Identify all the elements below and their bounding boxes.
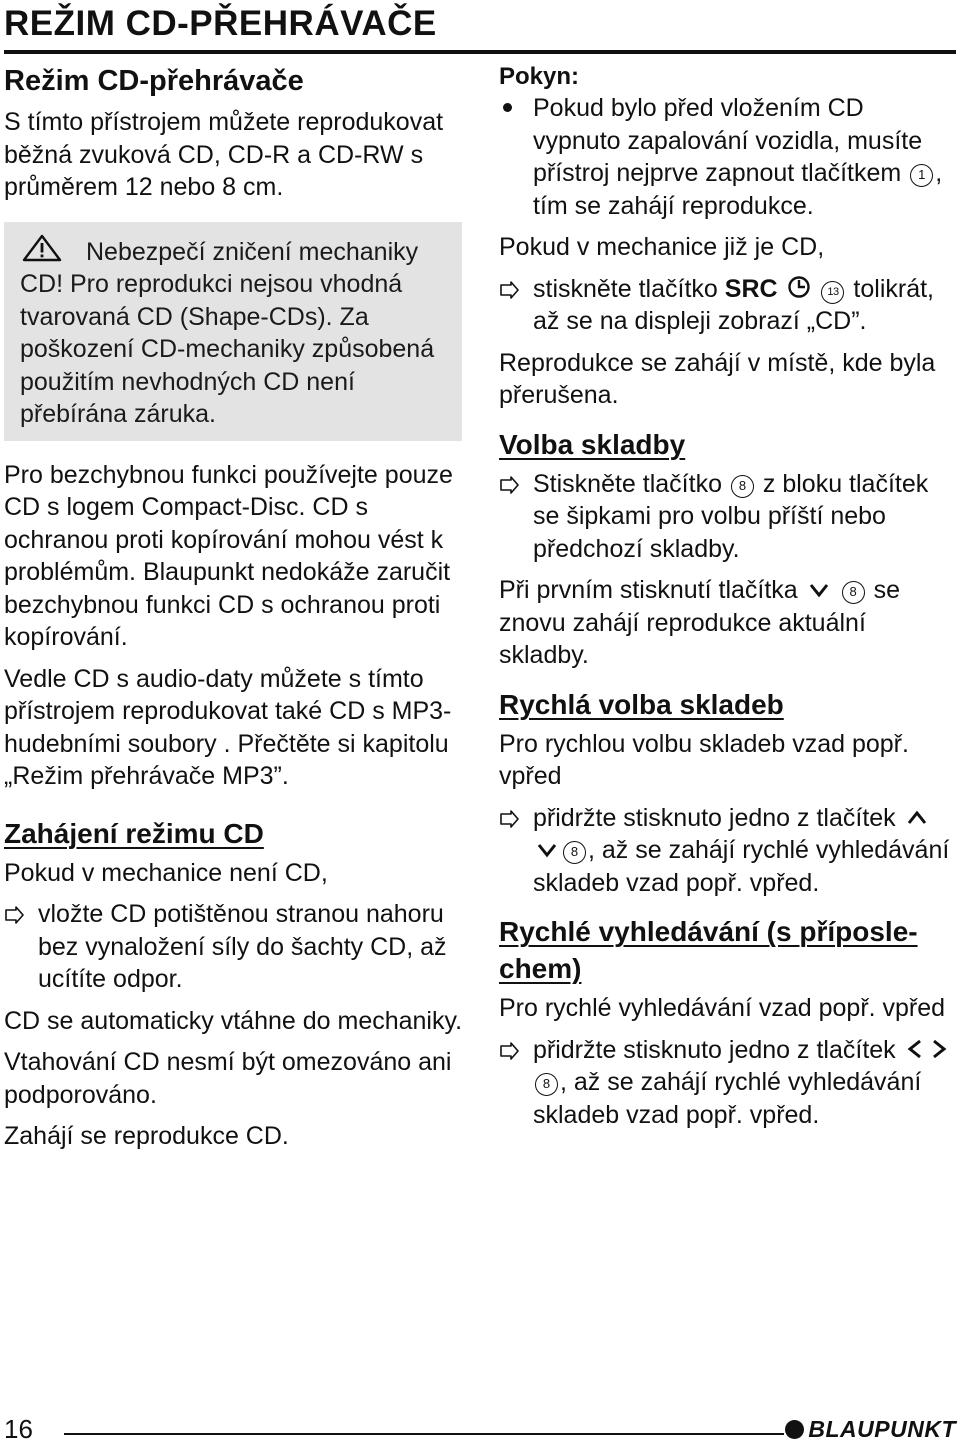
insert-cd-step [4, 898, 464, 996]
arrow-left-icon [905, 1038, 925, 1060]
warning-rest: CD! Pro reprodukci nejsou vhodná tvarovaná CD (Shape-CDs). Za poškození CD-mechaniky způsobená použitím nevhodných CD není přebírána záruka. [20, 270, 435, 428]
fast-select-step [499, 802, 957, 900]
arrow-down-icon [535, 840, 559, 860]
section-heading-fast-select: Rychlá volba skladeb [499, 688, 784, 720]
footer-rule [64, 1433, 784, 1435]
track-step-text-pre: Stiskněte tlačítko [533, 469, 722, 498]
track-select-step [499, 468, 957, 566]
cd-loaded-paragraph: Pokud v mechanice již je CD, [499, 233, 825, 261]
note-text-pre: Pokud bylo před vložením CD vypnuto zapalování vozidla, musíte přístroj nejprve zapnout tlačítkem [533, 94, 923, 187]
section-heading-track-select: Volba skladby [499, 428, 686, 460]
fast-step-text-pre: přidržte stisknuto jedno z tlačítek [533, 803, 896, 832]
scan-paragraph: Pro rychlé vyhledávání vzad popř. vpřed [499, 994, 946, 1022]
press-src-text-post: tolikrát, až se na displeji zobrazí „CD”. [533, 274, 935, 335]
bullet-dot-icon [503, 103, 512, 112]
header-rule [4, 50, 956, 54]
scan-step [499, 1034, 957, 1132]
press-src-step [499, 273, 957, 338]
fast-step-text-post: , až se zahájí rychlé vyhledávání skladeb vzad popř. vpřed. [533, 836, 950, 897]
scan-heading-line-1: Rychlé vyhledávání (s příposle- [499, 916, 918, 947]
button-number-8-icon: 8 [842, 581, 865, 604]
resume-paragraph: Reprodukce se zahájí v místě, kde byla přerušena. [499, 348, 936, 409]
page-number: 16 [4, 1414, 33, 1444]
step-arrow-icon [499, 810, 519, 828]
scan-step-text-pre: přidržte stisknuto jedno z tlačítek [533, 1035, 896, 1064]
page-footer [4, 1414, 956, 1444]
press-src-text-pre: stiskněte tlačítko [533, 274, 718, 303]
fast-select-paragraph: Pro rychlou volbu skladeb vzad popř. vpřed [499, 729, 909, 790]
no-cd-paragraph: Pokud v mechanice není CD, [4, 858, 328, 887]
arrow-up-icon [905, 808, 929, 828]
warning-triangle-icon [20, 234, 64, 262]
brand-name: BLAUPUNKT [808, 1416, 956, 1442]
note-heading: Pokyn: [499, 63, 580, 90]
mp3-paragraph: Vedle CD s audio-daty můžete s tímto přístrojem reprodukovat také CD s MP3-hudebními soubory . Přečtěte si kapitolu „Režim přehrávače MP3”. [4, 664, 452, 790]
scan-heading-line-2: chem) [499, 953, 582, 984]
section-heading-scan [499, 913, 957, 987]
first-press-text-pre: Při prvním stisknutí tlačítka [499, 576, 798, 604]
step-arrow-icon [499, 1042, 519, 1060]
note-bullet [499, 92, 957, 222]
intro-paragraph: S tímto přístrojem můžete reprodukovat běžná zvuková CD, CD-R a CD-RW s průměrem 12 nebo 8 cm. [4, 108, 444, 201]
section-heading-cd-mode: Režim CD-přehrávače [4, 65, 304, 97]
button-number-8-icon: 8 [535, 1073, 558, 1096]
section-heading-start-cd: Zahájení režimu CD [4, 817, 264, 849]
page-title: REŽIM CD-PŘEHRÁVAČE [4, 4, 437, 43]
arrow-down-icon [807, 580, 831, 600]
note-text-post: , tím se zahájí reprodukce. [533, 159, 943, 220]
button-number-13-icon: 13 [821, 281, 844, 304]
brand-dot-icon [785, 1420, 804, 1439]
brand-logo [785, 1415, 956, 1443]
scan-step-text-post: , až se zahájí rychlé vyhledávání skladeb vzad popř. vpřed. [533, 1068, 922, 1129]
step-arrow-icon [499, 476, 519, 494]
warning-box [4, 222, 462, 441]
warning-line-1: Nebezpečí zničení mechaniky [86, 237, 419, 266]
button-number-1-icon: 1 [910, 164, 933, 187]
no-force-paragraph: Vtahování CD nesmí být omezováno ani podporováno. [4, 1048, 452, 1109]
clock-icon [787, 275, 811, 299]
src-button-label: SRC [724, 274, 778, 303]
track-step-text-post: z bloku tlačítek se šipkami pro volbu příští nebo předchozí skladby. [533, 469, 929, 563]
warning-text [20, 234, 448, 431]
left-column [4, 62, 464, 1162]
button-number-8-icon: 8 [731, 475, 754, 498]
arrow-right-icon [929, 1038, 949, 1060]
auto-load-paragraph: CD se automaticky vtáhne do mechaniky. [4, 1006, 463, 1035]
step-arrow-icon [499, 281, 519, 299]
insert-cd-text: vložte CD potištěnou stranou nahoru bez vynaložení síly do šachty CD, až ucítíte odpor. [38, 900, 447, 993]
playback-starts-paragraph: Zahájí se reprodukce CD. [4, 1122, 289, 1150]
compact-disc-paragraph: Pro bezchybnou funkci používejte pouze CD s logem Compact-Disc. CD s ochranou proti kopírování mohou vést k problémům. Blaupunkt nedokáže zaručit bezchybnou funkci CD s ochranou proti kopírování. [4, 460, 453, 651]
first-press-paragraph [499, 574, 957, 672]
page-header [4, 2, 956, 54]
button-number-8-icon: 8 [563, 841, 586, 864]
step-arrow-icon [4, 906, 24, 924]
right-column [499, 62, 957, 1140]
first-press-text-post: se znovu zahájí reprodukce aktuální skladby. [499, 576, 900, 669]
